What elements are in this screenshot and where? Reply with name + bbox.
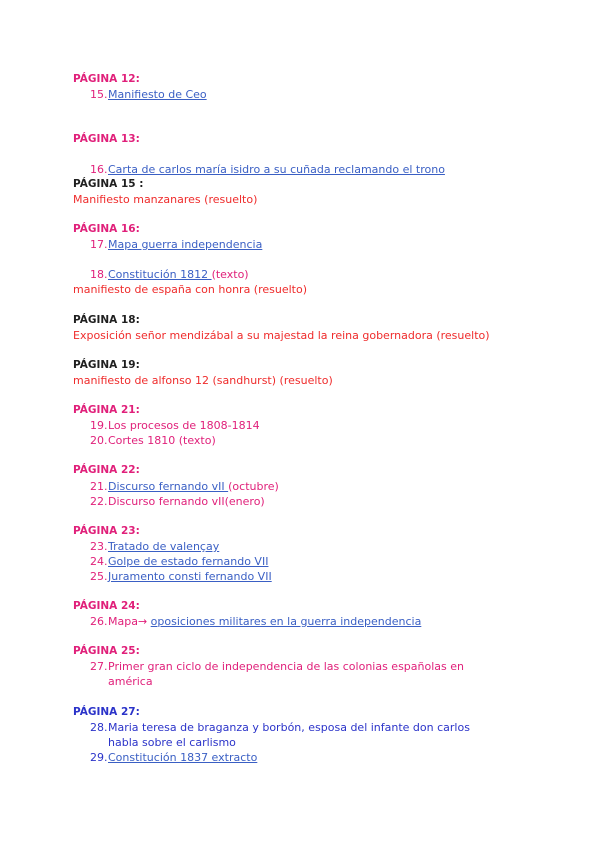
item-number: 29. — [90, 751, 108, 764]
link-discurso-fernando-octubre[interactable]: Discurso fernando vII — [108, 480, 229, 493]
manifiesto-manzanares-text: Manifiesto manzanares (resuelto) — [73, 193, 258, 206]
list-item-26 — [90, 614, 421, 629]
list-item-22 — [90, 494, 265, 509]
item-text: Discurso fernando vII(enero) — [108, 495, 265, 508]
item-number: 20. — [90, 434, 108, 447]
item-suffix: (texto) — [211, 268, 249, 281]
list-item-17 — [90, 237, 262, 252]
page-13-heading: PÁGINA 13: — [73, 133, 140, 145]
item-number: 26. — [90, 615, 108, 628]
manifiesto-alfonso-12-text: manifiesto de alfonso 12 (sandhurst) (resuelto) — [73, 374, 333, 387]
list-item-20 — [90, 433, 216, 448]
list-item-19 — [90, 418, 260, 433]
list-item-23 — [90, 539, 219, 554]
item-text: Los procesos de 1808-1814 — [108, 419, 260, 432]
link-carta-carlos-maria-isidro[interactable]: Carta de carlos maría isidro a su cuñada reclamando el trono — [108, 163, 445, 176]
list-item-24 — [90, 554, 268, 569]
link-constitucion-1837[interactable]: Constitución 1837 extracto — [108, 751, 258, 764]
page-12-heading: PÁGINA 12: — [73, 73, 140, 85]
list-item-16 — [90, 162, 445, 177]
item-suffix: (octubre) — [228, 480, 279, 493]
item-number: 23. — [90, 540, 108, 553]
item-text: Cortes 1810 (texto) — [108, 434, 216, 447]
list-item-21 — [90, 479, 279, 494]
page-25-heading: PÁGINA 25: — [73, 645, 140, 657]
link-constitucion-1812[interactable]: Constitución 1812 — [108, 268, 212, 281]
list-item-15 — [90, 87, 207, 102]
list-item-18 — [90, 267, 249, 282]
item-number: 21. — [90, 480, 108, 493]
link-mapa-guerra-independencia[interactable]: Mapa guerra independencia — [108, 238, 263, 251]
item-number: 19. — [90, 419, 108, 432]
item-number: 28. — [90, 721, 108, 734]
item-number: 25. — [90, 570, 108, 583]
page-16-heading: PÁGINA 16: — [73, 223, 140, 235]
list-item-25 — [90, 569, 272, 584]
page-23-heading: PÁGINA 23: — [73, 525, 140, 537]
manifiesto-espana-honra-text: manifiesto de españa con honra (resuelto) — [73, 283, 308, 296]
item-number: 27. — [90, 660, 108, 673]
item-number: 18. — [90, 268, 108, 281]
link-oposiciones-militares[interactable]: oposiciones militares en la guerra independencia — [150, 615, 422, 628]
item-text: Maria teresa de braganza y borbón, esposa del infante don carlos habla sobre el carlismo — [108, 721, 470, 749]
list-item-27 — [90, 659, 510, 689]
page-24-heading: PÁGINA 24: — [73, 600, 140, 612]
item-number: 16. — [90, 163, 108, 176]
page-27-heading: PÁGINA 27: — [73, 706, 140, 718]
item-number: 15. — [90, 88, 108, 101]
page-22-heading: PÁGINA 22: — [73, 464, 140, 476]
link-golpe-estado-fernando[interactable]: Golpe de estado fernando VII — [108, 555, 269, 568]
item-number: 17. — [90, 238, 108, 251]
page-19-heading: PÁGINA 19: — [73, 359, 140, 371]
list-item-29 — [90, 750, 257, 765]
item-number: 22. — [90, 495, 108, 508]
list-item-28 — [90, 720, 510, 750]
page-21-heading: PÁGINA 21: — [73, 404, 140, 416]
link-manifiesto-de-ceo[interactable]: Manifiesto de Ceo — [108, 88, 207, 101]
item-prefix: Mapa→ — [108, 615, 151, 628]
exposicion-mendizabal-text: Exposición señor mendizábal a su majestad la reina gobernadora (resuelto) — [73, 329, 490, 342]
link-juramento-consti-fernando[interactable]: Juramento consti fernando VII — [108, 570, 272, 583]
item-text: Primer gran ciclo de independencia de las colonias españolas en américa — [108, 660, 464, 688]
link-tratado-valencay[interactable]: Tratado de valençay — [108, 540, 220, 553]
page-18-heading: PÁGINA 18: — [73, 314, 140, 326]
item-number: 24. — [90, 555, 108, 568]
page-15-heading: PÁGINA 15 : — [73, 178, 144, 190]
